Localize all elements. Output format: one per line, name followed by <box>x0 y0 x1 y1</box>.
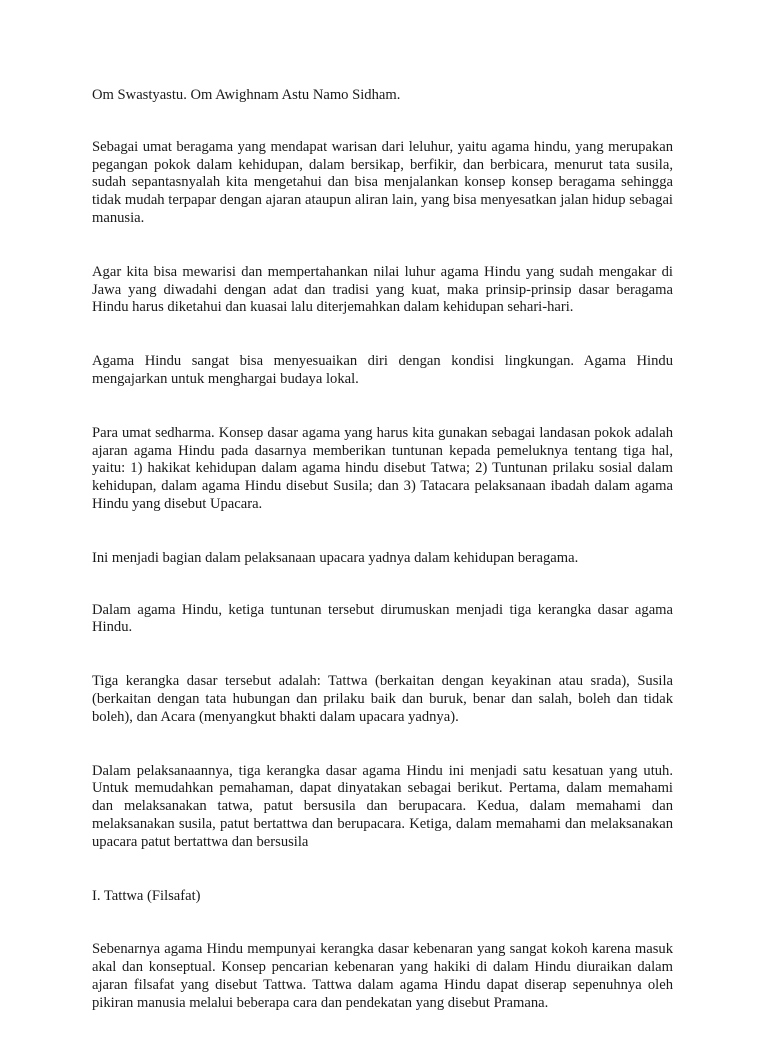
section-paragraph: Sebenarnya agama Hindu mempunyai kerangka dasar kebenaran yang sangat kokoh karena masuk akal dan konseptual. Konsep pencarian kebenaran yang hakiki di dalam Hindu diuraikan dalam ajaran filsafat yang disebut Tattwa. Tattwa dalam agama Hindu dapat diserap sepenuhnya oleh pikiran manusia melalui beberapa cara dan pendekatan yang disebut Pramana. <box>92 941 673 1011</box>
paragraph-7: Tiga kerangka dasar tersebut adalah: Tattwa (berkaitan dengan keyakinan atau srada), Susila (berkaitan dengan tata hubungan dan prilaku baik dan buruk, benar dan salah, boleh dan tidak boleh), dan Acara (menyangkut bhakti dalam upacara yadnya). <box>92 673 673 725</box>
paragraph-5: Ini menjadi bagian dalam pelaksanaan upacara yadnya dalam kehidupan beragama. <box>92 549 579 566</box>
document-body <box>92 87 673 1049</box>
section-heading: I. Tattwa (Filsafat) <box>92 887 201 904</box>
paragraph-8: Dalam pelaksanaannya, tiga kerangka dasar agama Hindu ini menjadi satu kesatuan yang utuh. Untuk memudahkan pemahaman, dapat dinyatakan sebagai berikut. Pertama, dalam memahami dan melaksanakan tatwa, patut bersusila dan berupacara. Kedua, dalam memahami dan melaksanakan susila, patut bertattwa dan berupacara. Ketiga, dalam memahami dan melaksanakan upacara patut bertattwa dan bersusila <box>92 762 673 850</box>
paragraph-4: Para umat sedharma. Konsep dasar agama yang harus kita gunakan sebagai landasan pokok adalah ajaran agama Hindu pada dasarnya memberikan tuntunan kepada pemeluknya tentang tiga hal, yaitu: 1) hakikat kehidupan dalam agama hindu disebut Tatwa; 2) Tuntunan prilaku sosial dalam kehidupan, dalam agama Hindu disebut Susila; dan 3) Tatacara pelaksanaan ibadah dalam agama Hindu yang disebut Upacara. <box>92 424 673 512</box>
opening-greeting: Om Swastyastu. Om Awighnam Astu Namo Sidham. <box>92 87 401 103</box>
paragraph-3: Agama Hindu sangat bisa menyesuaikan diri dengan kondisi lingkungan. Agama Hindu mengajarkan untuk menghargai budaya lokal. <box>92 353 673 387</box>
paragraph-2: Agar kita bisa mewarisi dan mempertahankan nilai luhur agama Hindu yang sudah mengakar di Jawa yang diwadahi dengan adat dan tradisi yang kuat, maka prinsip-prinsip dasar beragama Hindu harus diketahui dan kuasai lalu diterjemahkan dalam kehidupan sehari-hari. <box>92 263 673 316</box>
paragraph-6: Dalam agama Hindu, ketiga tuntunan tersebut dirumuskan menjadi tiga kerangka dasar agama Hindu. <box>92 601 673 636</box>
paragraph-1: Sebagai umat beragama yang mendapat warisan dari leluhur, yaitu agama hindu, yang merupakan pegangan pokok dalam kehidupan, dalam bersikap, berfikir, dan berbicara, menurut tata susila, sudah sepantasnyalah kita mengetahui dan bisa menjalankan konsep konsep beragama sehingga tidak mudah terpapar dengan ajaran ataupun aliran lain, yang bisa menyesatkan jalan hidup sebagai manusia. <box>92 138 673 226</box>
